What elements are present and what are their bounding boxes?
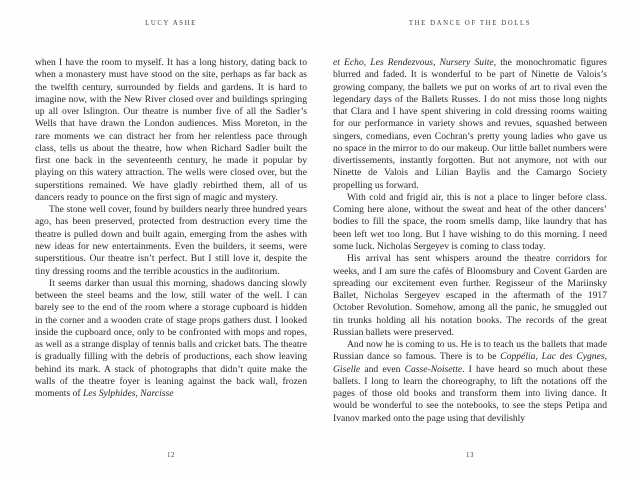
italic-text-run: Casse-Noisette <box>404 363 463 375</box>
text-run: His arrival has sent whispers around the theatre corridors for weeks, and I am sure the cafés of Bloomsbury and Covent Garden are spreading our excitement even further. Regisseur of the Mariinsky Ballet, Nicholas Sergeyev escaped in the aftermath of the 1917 October Revolution. Somehow, among all the panic, he smuggled out tin trunks holding all his notation books. The records of the great Russian ballets were preserved. <box>333 253 607 338</box>
text-run: It seems darker than usual this morning, shadows dancing slowly between the steel beams and the low, still water of the well. I can barely see to the end of the room where a storage cupboard is hidden in the corner and a wooden crate of stage props gathers dust. I looked inside the cupboard once, only to be confronted with mops and ropes, as well as a strange display of tennis balls and cricket bats. The theatre is gradually filling with the debris of productions, each show leaving behind its mark. A stack of photographs that didn’t quite make the walls of the theatre foyer is leaning against the back wall, frozen moments of <box>35 277 307 400</box>
text-run: , the monochromatic figures blurred and faded. It is wonderful to be part of Ninette de Valois’s growing company, the ballets we put on works of art to rival even the legendary days of the Ballets Russes. I do not miss those long nights that Clara and I have spent shivering in cold dressing rooms waiting for our performance in variety shows and revues, squashed between singers, comedians, even Cochran’s pretty young ladies who gave us no space in the mirror to do our makeup. Our little ballet numbers were divertissements, instantly forgotten. But not anymore, not with our Ninette de Valois and Lilian Baylis and the Camargo Society propelling us forward. <box>333 57 607 191</box>
page-number-right: 13 <box>466 451 474 459</box>
text-run: And now he is coming to us. He is to teach us the ballets that made Russian dance so famous. There is to be <box>333 339 607 363</box>
text-run: when I have the room to myself. It has a long history, dating back to when a monastery must have stood on the site, perhaps as far back as the twelfth century, surrounded by fields and gardens. It is hard to imagine now, with the New River closed over and buildings springing up all over Islington. Our theatre is number five of all the Sadler’s Wells that have drawn the London audiences. Miss Moreton, in the rare moments we can distract her from her relentless pace through class, tells us about the theatre, how when Richard Sadler built the first one back in the seventeenth century, he made it popular by playing on this watery attraction. The wells were closed over, but the superstitions remained. We have gladly rebirthed them, all of us dancers ready to pounce on the first sign of magic and mystery. <box>35 57 307 203</box>
text-run: The stone well cover, found by builders nearly three hundred years ago, has been preserved, protected from destruction every time the theatre is pulled down and built again, emerging from the ashes with new ideas for new entertainments. Even the builders, it seems, were superstitious. Our theatre isn’t perfect. But I still love it, despite the tiny dressing rooms and the terrible acoustics in the auditorium. <box>35 204 307 277</box>
page-text-left <box>35 57 307 400</box>
paragraph <box>35 278 307 401</box>
italic-text-run: et Echo, Les Rendezvous, Nursery Suite <box>333 57 494 68</box>
text-run: With cold and frigid air, this is not a place to linger before class. Coming here alone, without the sweat and heat of the other dancers’ bodies to fill the space, the room smells damp, like laundry that has been left wet too long. But I have wishing to do this morning. I need some luck. Nicholas Sergeyev is coming to class today. <box>333 191 607 252</box>
italic-text-run: Coppélia, Lac des Cygnes, Giselle <box>333 351 607 375</box>
text-run: and even <box>360 363 405 375</box>
paragraph <box>333 192 607 253</box>
paragraph <box>333 253 607 339</box>
paragraph <box>35 204 307 278</box>
italic-text-run: Les Sylphides, Narcisse <box>82 388 174 400</box>
paragraph <box>333 57 607 192</box>
running-head-author: LUCY ASHE <box>145 20 197 27</box>
paragraph <box>35 57 307 204</box>
running-head-title: THE DANCE OF THE DOLLS <box>408 20 532 27</box>
page-text-right <box>333 57 607 425</box>
page-number-left: 12 <box>167 451 175 459</box>
text-run: . I have heard so much about these ballets. I long to learn the choreography, to lift the notations off the pages of those old books and transform them into living dance. It would be wonderful to see the notebooks, to see the steps Petipa and Ivanov marked onto the page using that devilishly <box>333 363 607 424</box>
paragraph <box>333 339 607 425</box>
page-right <box>320 0 640 480</box>
